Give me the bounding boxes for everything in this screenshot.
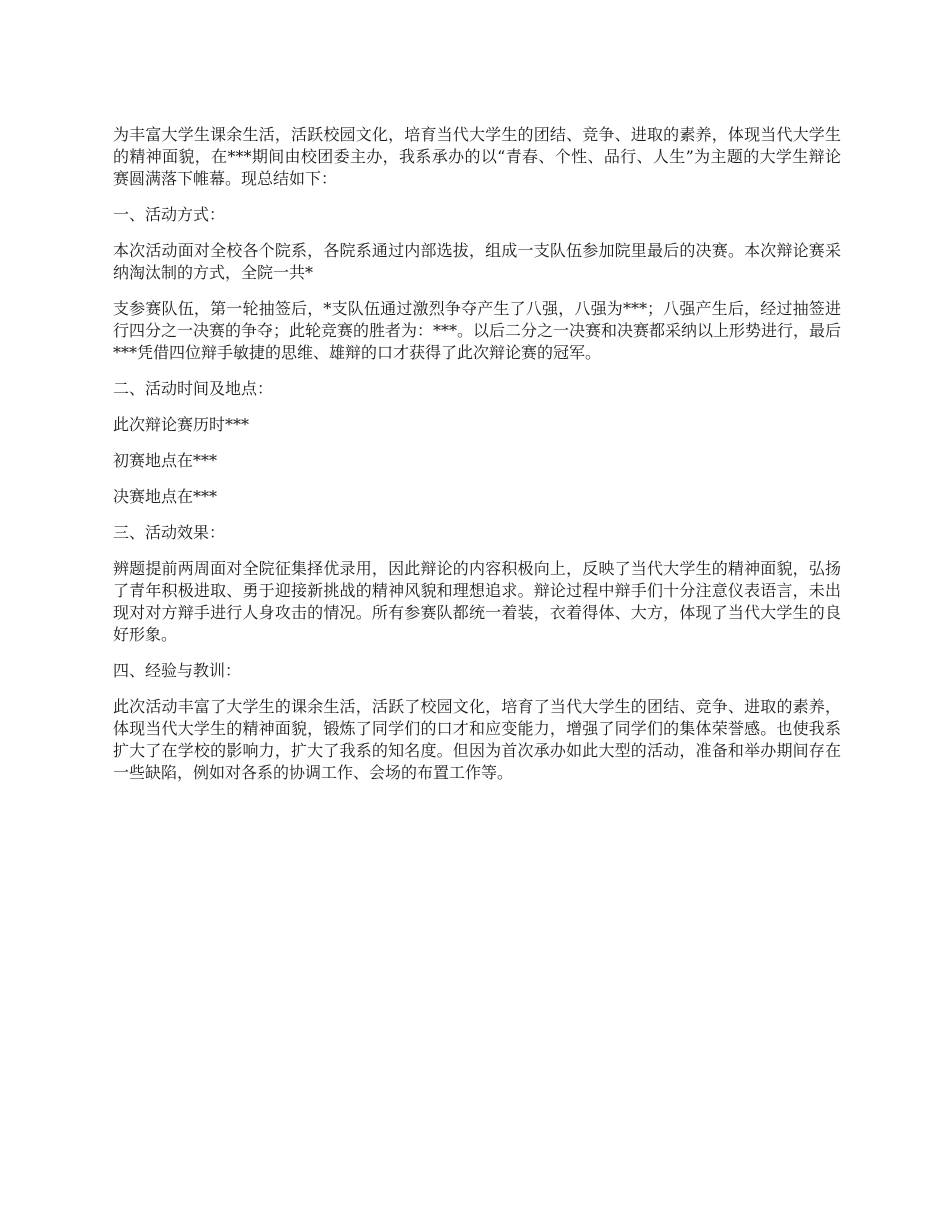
preliminary-location-line: 初赛地点在*** xyxy=(113,451,218,470)
activity-format-paragraph-1: 本次活动面对全校各个院系，各院系通过内部选拔，组成一支队伍参加院里最后的决赛。本次辩论赛采纳淘汰制的方式，全院一共* xyxy=(113,241,841,282)
final-location-line: 决赛地点在*** xyxy=(113,487,218,506)
section-heading-lessons: 四、经验与教训： xyxy=(113,661,242,680)
activity-format-paragraph-2: 支参赛队伍，第一轮抽签后，*支队伍通过激烈争夺产生了八强，八强为***；八强产生后，经过抽签进行四分之一决赛的争夺；此轮竞赛的胜者为：***。以后二分之一决赛和决赛都采纳以上形势进行，最后***凭借四位辩手敏捷的思维、雄辩的口才获得了此次辩论赛的冠军。 xyxy=(113,299,842,362)
effect-paragraph: 辨题提前两周面对全院征集择优录用，因此辩论的内容积极向上，反映了当代大学生的精神面貌，弘扬了青年积极进取、勇于迎接新挑战的精神风貌和理想追求。辩论过程中辩手们十分注意仪表语言，未出现对对方辩手进行人身攻击的情况。所有参赛队都统一着装，衣着得体、大方，体现了当代大学生的良好形象。 xyxy=(113,559,841,644)
document-body xyxy=(113,124,841,798)
section-heading-activity-format: 一、活动方式： xyxy=(113,205,226,224)
intro-paragraph: 为丰富大学生课余生活，活跃校园文化，培育当代大学生的团结、竞争、进取的素养，体现当代大学生的精神面貌，在***期间由校团委主办，我系承办的以“青春、个性、品行、人生”为主题的大学生辩论赛圆满落下帷幕。现总结如下： xyxy=(113,125,841,188)
section-heading-time-location: 二、活动时间及地点： xyxy=(113,379,274,398)
section-heading-effect: 三、活动效果： xyxy=(113,523,226,542)
duration-line: 此次辩论赛历时*** xyxy=(113,415,250,434)
lessons-paragraph: 此次活动丰富了大学生的课余生活，活跃了校园文化，培育了当代大学生的团结、竞争、进取的素养，体现当代大学生的精神面貌，锻炼了同学们的口才和应变能力，增强了同学们的集体荣誉感。也使我系扩大了在学校的影响力，扩大了我系的知名度。但因为首次承办如此大型的活动，准备和举办期间存在一些缺陷，例如对各系的协调工作、会场的布置工作等。 xyxy=(113,697,841,782)
